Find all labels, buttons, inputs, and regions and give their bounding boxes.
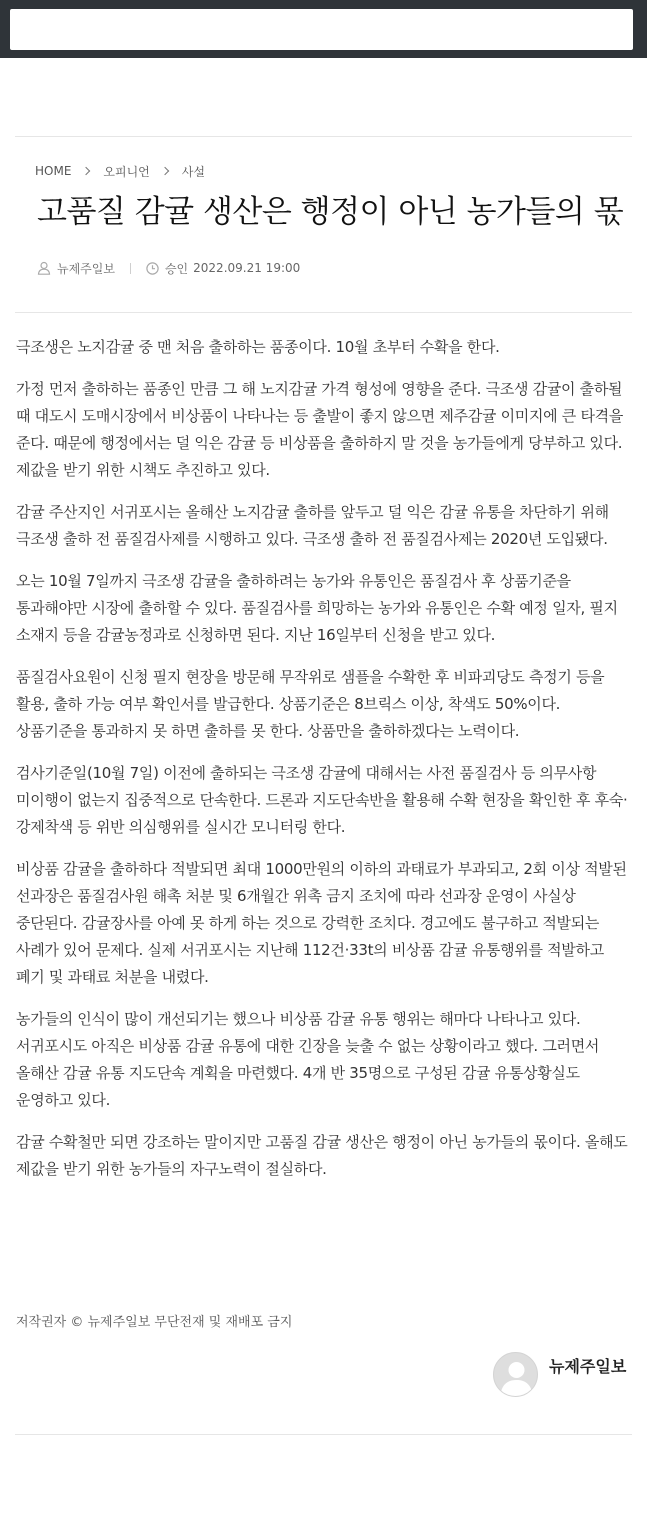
breadcrumb <box>35 162 205 180</box>
article-meta <box>37 258 300 278</box>
article-paragraph: 비상품 감귤을 출하하다 적발되면 최대 1000만원의 이하의 과태료가 부과되고, 2회 이상 적발된 선과장은 품질검사원 해촉 처분 및 6개월간 위촉 금지 조치에 따라 선과장 운영이 사실상 중단된다. 감귤장사를 아예 못 하게 하는 것으로 강력한 조치다. 경고에도 불구하고 적발되는 사례가 있어 문제다. 실제 서귀포시는 지난해 112건·33t의 비상품 감귤 유통행위를 적발하고 폐기 및 과태료 처분을 내렸다. <box>16 860 627 986</box>
breadcrumb-subsection-link[interactable]: 사설 <box>181 164 205 179</box>
article-paragraph: 감귤 수확철만 되면 강조하는 말이지만 고품질 감귤 생산은 행정이 아닌 농가들의 몫이다. 올해도 제값을 받기 위한 농가들의 자구노력이 절실하다. <box>16 1133 628 1178</box>
article-author: 뉴제주일보 <box>57 261 115 276</box>
meta-divider-line <box>15 312 632 313</box>
article-paragraph: 감귤 주산지인 서귀포시는 올해산 노지감귤 출하를 앞두고 덜 익은 감귤 유통을 차단하기 위해 극조생 출하 전 품질검사제를 시행하고 있다. 극조생 출하 전 품질검사제는 2020년 도입됐다. <box>16 503 609 548</box>
chevron-right-icon <box>161 167 169 175</box>
approved-datetime: 2022.09.21 19:00 <box>193 261 301 275</box>
breadcrumb-home-link[interactable]: HOME <box>35 164 72 178</box>
article-body <box>16 334 634 1198</box>
header-divider <box>15 136 632 137</box>
user-icon <box>37 261 51 275</box>
clock-icon <box>146 262 159 275</box>
article-paragraph: 검사기준일(10월 7일) 이전에 출하되는 극조생 감귤에 대해서는 사전 품질검사 등 의무사항 미이행이 없는지 집중적으로 단속한다. 드론과 지도단속반을 활용해 수확 현장을 확인한 후 후숙·강제착색 등 위반 의심행위를 실시간 모니터링 한다. <box>16 764 628 836</box>
site-header-bar <box>0 0 647 58</box>
article-paragraph: 오는 10월 7일까지 극조생 감귤을 출하하려는 농가와 유통인은 품질검사 후 상품기준을 통과해야만 시장에 출하할 수 있다. 품질검사를 희망하는 농가와 유통인은 수확 예정 일자, 필지 소재지 등을 감귤농정과로 신청하면 된다. 지난 16일부터 신청을 받고 있다. <box>16 572 618 644</box>
avatar-silhouette-icon <box>494 1353 538 1397</box>
article-title: 고품질 감귤 생산은 행정이 아닌 농가들의 몫 <box>37 194 624 230</box>
chevron-right-icon <box>82 167 90 175</box>
copyright-notice: 저작권자 © 뉴제주일보 무단전재 및 재배포 금지 <box>16 1315 293 1330</box>
breadcrumb-section-link[interactable]: 오피니언 <box>103 164 150 179</box>
article-paragraph: 극조생은 노지감귤 중 맨 처음 출하하는 품종이다. 10월 초부터 수확을 한다. <box>16 338 500 356</box>
article-paragraph: 농가들의 인식이 많이 개선되기는 했으나 비상품 감귤 유통 행위는 해마다 나타나고 있다. 서귀포시도 아직은 비상품 감귤 유통에 대한 긴장을 늦출 수 없는 상황이라고 했다. 그러면서 올해산 감귤 유통 지도단속 계획을 마련했다. 4개 반 35명으로 구성된 감귤 유통상황실도 운영하고 있다. <box>16 1010 600 1109</box>
header-search-box[interactable] <box>10 9 633 50</box>
article-paragraph: 가정 먼저 출하하는 품종인 만큼 그 해 노지감귤 가격 형성에 영향을 준다. 극조생 감귤이 출하될 때 대도시 도매시장에서 비상품이 나타나는 등 출발이 좋지 않으면 제주감귤 이미지에 큰 타격을 준다. 때문에 행정에서는 덜 익은 감귤 등 비상품을 출하하지 말 것을 농가들에게 당부하고 있다. 제값을 받기 위한 시책도 추진하고 있다. <box>16 380 624 479</box>
article-paragraph: 품질검사요원이 신청 필지 현장을 방문해 무작위로 샘플을 수확한 후 비파괴당도 측정기 등을 활용, 출하 가능 여부 확인서를 발급한다. 상품기준은 8브릭스 이상, 착색도 50%이다. 상품기준을 통과하지 못 하면 출하를 못 한다. 상품만을 출하하겠다는 노력이다. <box>16 668 605 740</box>
approved-label: 승인 <box>164 261 189 276</box>
footer-divider <box>15 1434 632 1435</box>
author-name[interactable]: 뉴제주일보 <box>549 1357 627 1376</box>
author-avatar[interactable] <box>493 1352 538 1397</box>
meta-divider <box>130 263 131 274</box>
